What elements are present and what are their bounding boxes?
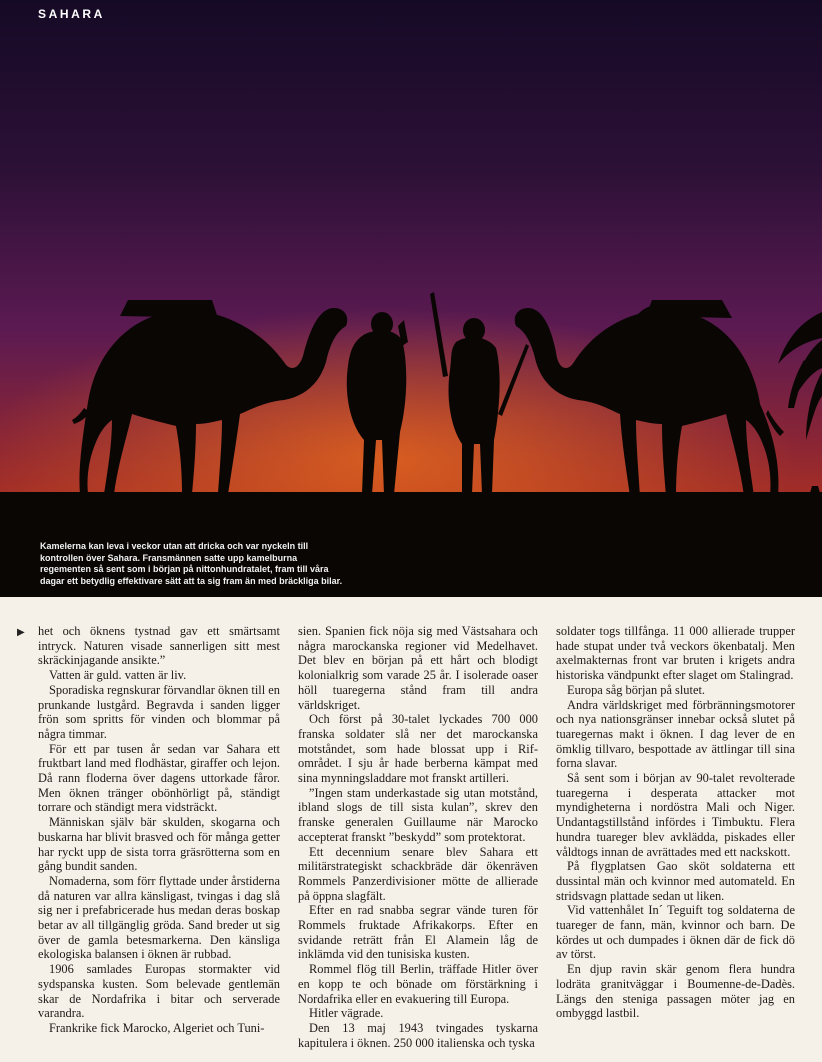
article-column-1 (38, 624, 280, 1036)
paragraph: Frankrike fick Marocko, Algeriet och Tuni- (49, 1020, 265, 1035)
paragraph: het och öknens tystnad gav ett smärtsamt intryck. Naturen visade sannerligen sitt mest skräckinjagande ansikte.” (38, 624, 280, 668)
section-label: SAHARA (38, 7, 105, 21)
paragraph: Vatten är guld. vatten är liv. (49, 668, 187, 683)
paragraph: sien. Spanien fick nöja sig med Västsahara och några marockanska regioner vid Medelhavet. Det blev en början på ett hårt och blodigt kolonialkrig som varade 25 år. I isolerade oaser höll tuaregerna stånd fram till andra världskriget. (298, 624, 538, 712)
paragraph: soldater togs tillfånga. 11 000 allierade trupper hade stupat under två veckors ökenbatalj. Men axelmakternas front var bruten i krigets andra historiska vändpunkt efter slaget om Stalingrad. (556, 624, 795, 683)
paragraph: Så sent som i början av 90-talet revolterade tuaregerna i desperata attacker mot myndigheterna i nordöstra Mali och Niger. Undantagstillstånd infördes i Timbuktu. Flera hundra tuareger blev avklädda, piskades eller våldtogs innan de avrättades med ett nackskott. (556, 771, 795, 859)
paragraph: Den 13 maj 1943 tvingades tyskarna kapitulera i öknen. 250 000 italienska och tyska (298, 1020, 538, 1050)
paragraph: Sporadiska regnskurar förvandlar öknen till en prunkande lustgård. Begravda i sanden ligger frön som spritts för vinden och blommar på några timmar. (38, 682, 280, 741)
paragraph: Och först på 30-talet lyckades 700 000 franska soldater slå ner det marockanska motståndet, som hade blossat upp i Rif-området. I sju år hade berberna kämpat med sina mynningsladdare mot franskt artilleri. (298, 712, 538, 786)
paragraph: Andra världskriget med förbränningsmotorer och nya nationsgränser innebar också slutet på tuaregernas makt i öknen. I dag lever de en ömklig tillvaro, bespottade av ättlingar till sina forna slavar. (556, 697, 795, 771)
paragraph: En djup ravin skär genom flera hundra lodräta granitväggar i Boumenne-de-Dadès. Längs den steniga passagen möter jag en ombyggd lastbil. (556, 962, 795, 1021)
paragraph: ”Ingen stam underkastade sig utan motstånd, ibland slogs de till sista kulan”, skrev den franske generalen Guillaume när Marocko accepterat franskt ”beskydd” som protektorat. (298, 785, 538, 844)
article-column-2 (298, 624, 538, 1050)
paragraph: Rommel flög till Berlin, träffade Hitler över en kopp te och bönade om förstärkning i Nordafrika eller en evakuering till Europa. (298, 962, 538, 1006)
paragraph: För ett par tusen år sedan var Sahara ett fruktbart land med flodhästar, giraffer och lejon. Då rann floderna över dagens uttorkade fåror. Men öknen tränger obönhörligt på, ständigt torrare och ständigt mera vidsträckt. (38, 741, 280, 815)
paragraph: Europa såg början på slutet. (567, 682, 705, 697)
paragraph: Vid vattenhålet In´ Teguift tog soldaterna de tuareger de fann, män, kvinnor och barn. De kördes ut och dumpades i öknen där de fick dö av törst. (556, 903, 795, 962)
paragraph: Efter en rad snabba segrar vände turen för Rommels fruktade Afrikakorps. Efter en svidande reträtt från El Alamein låg de inklämda vid den tunisiska kusten. (298, 903, 538, 962)
paragraph: 1906 samlades Europas stormakter vid sydspanska kusten. Som belevade gentlemän skar de Nordafrika i bitar och serverade varandra. (38, 962, 280, 1021)
paragraph: På flygplatsen Gao sköt soldaterna ett dussintal män och kvinnor med automateld. En stridsvagn plattade sedan ut liken. (556, 859, 795, 903)
triangle-right-icon: ▶ (17, 627, 25, 638)
paragraph: Ett decennium senare blev Sahara ett militärstrategiskt schackbräde där ökenräven Rommels Panzerdivisioner mötte de allierade på öppna slagfält. (298, 844, 538, 903)
paragraph: Människan själv bär skulden, skogarna och buskarna har blivit brasved och för många getter har ryckt upp de sista torra gräsrötterna som en gång bundit sanden. (38, 815, 280, 874)
photo-caption: Kamelerna kan leva i veckor utan att dricka och var nyckeln till kontrollen över Sahara. Fransmännen satte upp kamelburna regementen så sent som i början på nittonhundratalet, fram till våra dagar ett betydlig effektivare sätt att ta sig fram än med bräckliga bilar. (40, 541, 343, 586)
paragraph: Hitler vägrade. (309, 1006, 384, 1021)
paragraph: Nomaderna, som förr flyttade under årstiderna då naturen var allra känsligast, tvingas i dag slå sig ner i prefabricerade hus medan deras boskap betar av all tillgänglig gröda. Sand breder ut sig över de gamla betesmarkerna. Den känsliga ekologiska balansen i öknen är rubbad. (38, 873, 280, 962)
article-column-3 (556, 624, 795, 1021)
